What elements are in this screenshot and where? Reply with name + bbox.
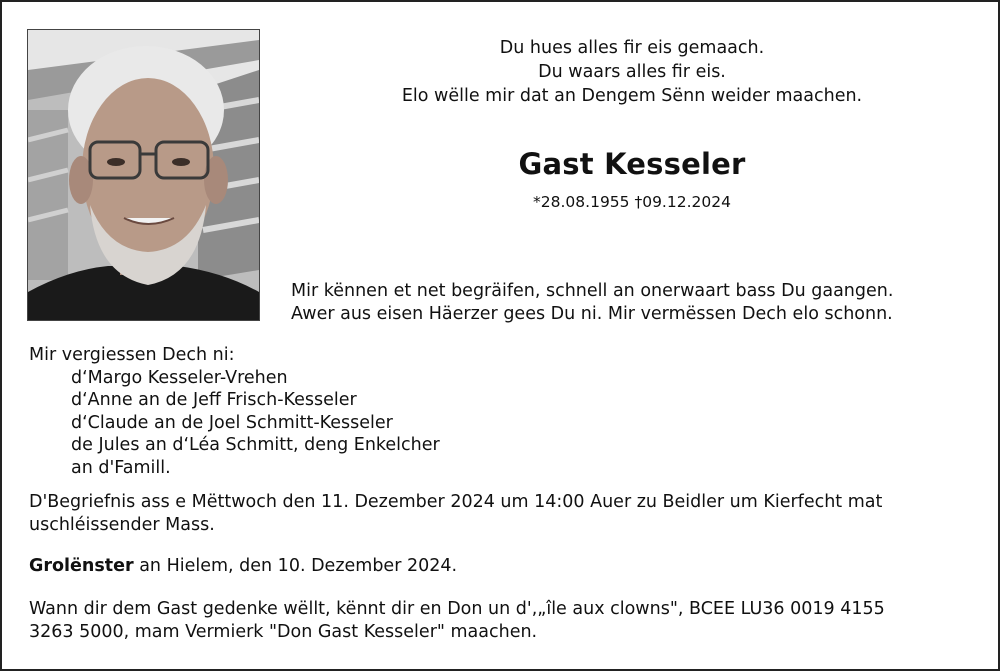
poem-line: Elo wëlle mir dat an Dengem Sënn weider maachen. — [401, 86, 863, 106]
donation-line: 3263 5000, mam Vermierk "Don Gast Kesseler" maachen. — [29, 622, 538, 642]
family-member: de Jules an d‘Léa Schmitt, deng Enkelcher — [71, 435, 440, 456]
portrait-photo — [27, 29, 260, 321]
poem-line: Du hues alles fir eis gemaach. — [499, 38, 765, 58]
family-list — [29, 344, 729, 480]
poem-line: Du waars alles fir eis. — [538, 62, 726, 82]
family-intro: Mir vergiessen Dech ni: — [29, 345, 235, 365]
family-member: d‘Margo Kesseler-Vrehen — [71, 367, 288, 388]
farewell-text — [291, 280, 991, 326]
place-town: Grolënster — [29, 556, 134, 576]
life-dates: *28.08.1955 †09.12.2024 — [533, 193, 731, 211]
funeral-details: D'Begriefnis ass e Mëttwoch den 11. Dezember 2024 um 14:00 Auer zu Beidler um Kierfecht mat uschléissender Mass. — [29, 492, 883, 535]
deceased-name: Gast Kesseler — [518, 147, 746, 181]
donation-line: Wann dir dem Gast gedenke wëllt, kënnt dir en Don un d',„île aux clowns", BCEE LU36 0019 4155 — [29, 599, 885, 619]
farewell-line: Mir kënnen et net begräifen, schnell an onerwaart bass Du gaangen. — [291, 281, 894, 301]
family-member: d‘Anne an de Jeff Frisch-Kesseler — [71, 390, 357, 411]
memorial-poem — [302, 36, 962, 108]
family-member: an d'Famill. — [71, 457, 171, 478]
place-date: an Hielem, den 10. Dezember 2024. — [133, 556, 458, 576]
donation-info — [29, 598, 979, 644]
farewell-line: Awer aus eisen Häerzer gees Du ni. Mir vermëssen Dech elo schonn. — [291, 304, 893, 324]
place-and-date — [29, 555, 929, 578]
family-member: d‘Claude an de Joel Schmitt-Kesseler — [71, 412, 393, 433]
